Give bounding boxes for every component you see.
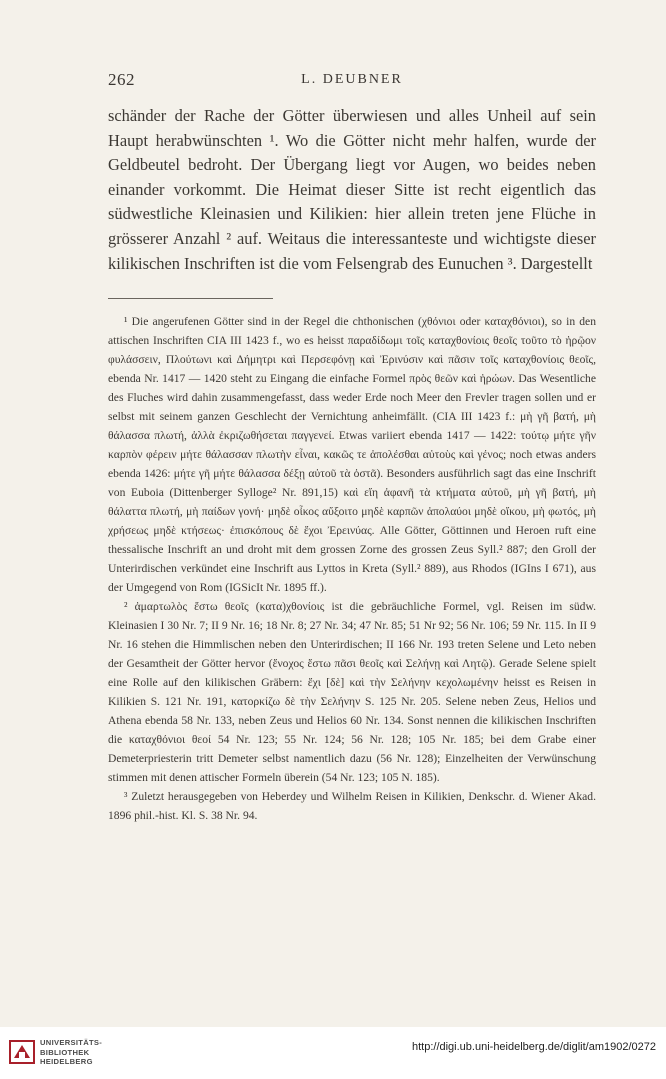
heidelberg-seal-icon (8, 1038, 36, 1066)
logo-text (40, 1038, 102, 1067)
footnote-3: ³ Zuletzt herausgegeben von Heberdey und Wilhelm Reisen in Kilikien, Denkschr. d. Wiener Akad. 1896 phil.-hist. Kl. S. 38 Nr. 94. (108, 790, 596, 822)
running-title: L. DEUBNER (301, 72, 403, 87)
body-paragraph: schänder der Rache der Götter überwiesen und alles Unheil auf sein Haupt herabwünschten ¹. Wo die Götter nicht mehr halfen, wurde der Geldbeutel bedroht. Der Übergang liegt vor Augen, wo beides neben einander vorkommt. Die Heimat dieser Sitte ist recht eigentlich das südwestliche Kleinasien und Kilikien: hier allein treten jene Flüche in grösserer Anzahl ² auf. Weitaus die interessanteste und wichtigste dieser kilikischen Inschriften ist die vom Felsengrab des Eunuchen ³. Dargestellt (108, 106, 596, 273)
main-text (108, 104, 596, 276)
footnotes (108, 312, 596, 825)
library-logo[interactable] (8, 1036, 128, 1070)
logo-line-3: HEIDELBERG (40, 1057, 93, 1066)
logo-line-2: BIBLIOTHEK (40, 1047, 90, 1057)
footnote-1: ¹ Die angerufenen Götter sind in der Regel die chthonischen (χθόνιοι oder καταχθόνιοι), so in den attischen Inschriften CIA III 1423 f., wo es heisst παραδίδωμι τοῖς καταχθονίοις θεοῖς τοῦτο τὸ ἡρῷον φυλάσσειν, Πλούτωνι καὶ Δήμητρι καὶ Περσεφόνῃ καὶ Ἐρινύσιν καὶ πᾶσιν τοῖς καταχθονίοις θεοῖς, ebenda Nr. 1417 — 1420 steht zu Eingang die einfache Formel πρὸς θεῶν καὶ ἡρώων. Das Wesentliche des Fluches wird dahin zusammengefasst, dass weder Erde noch Meer den Frevler tragen sollen und er selbst mit seinem ganzen Geschlecht der Vernichtung anheimfällt. (CIA III 1423 f.: μὴ γῆ βατή, μὴ θάλασσα πλωτή, ἀλλὰ ἐκριζωθήσεται παγγενεί. Etwas variiert ebenda 1417 — 1422: τούτῳ μήτε γῆν καρπὸν φέρειν μήτε θάλασσαν πλωτὴν εἶναι, κακῶς τε ἀπολέσθαι αὐτοὺς καὶ γένος; noch etwas anders ebenda 1426: μήτε γῆ μήτε θάλασσα δέξῃ αὐτοῦ τὰ ὀστᾶ). Besonders ausführlich sagt das eine Inschrift von Euboia (Dittenberger Sylloge² Nr. 891,15) καὶ εἴη ἀφανῆ τὰ κτήματα αὐτοῦ, μὴ γῆ βατή, μὴ θάλαττα πλωτή, μὴ παίδων γονή· μηδὲ οἶκος αὔξοιτο μηδὲ καρπῶν ἀπολαύοι μηδὲ οἴκου, μὴ φωτός, μὴ χρήσεως μηδὲ κτήσεως· ἐπισκόπους δὲ ἔχοι Ἐρεινύας. Alle Götter, Göttinnen und Heroen ruft eine thessalische Inschrift an und droht mit dem grossen Zorne des grossen Zeus Syll.² 887; den Groll der Unterirdischen verkündet eine Inschrift aus Lyttos in Kreta (Syll.² 889), aus Rhodos (IGIns I 671), aus der Umgegend von Rom (IGSicIt Nr. 1895 ff.). (108, 315, 596, 594)
footnote-2: ² ἁμαρτωλὸς ἔστω θεοῖς (κατα)χθονίοις ist die gebräuchliche Formel, vgl. Reisen im südw. Kleinasien I 30 Nr. 7; II 9 Nr. 16; 18 Nr. 8; 27 Nr. 34; 47 Nr. 85; 51 Nr 92; 56 Nr. 106; 59 Nr. 115. In II 9 Nr. 16 stehen die Himmlischen neben den Unterirdischen; II 166 Nr. 193 treten Selene und Leto neben der Gesamtheit der Götter hervor (ἔνοχος ἔστω πᾶσι θεοῖς καὶ Σελήνῃ καὶ Λητῷ). Gerade Selene spielt eine Rolle auf den kilikischen Gräbern: ἔχι [δὲ] καὶ τὴν Σελήνην κεχολωμένην heisst es Reisen in Kilikien S. 121 Nr. 191, κατορκίζω δὲ τὴν Σελήνην S. 125 Nr. 205. Selene neben Zeus, Helios und Athena ebenda 58 Nr. 133, neben Zeus und Helios 60 Nr. 134. Sonst nennen die kilikischen Inschriften die καταχθόνιοι θεοί 54 Nr. 123; 55 Nr. 124; 56 Nr. 128; 105 Nr. 185; bei dem Grabe einer Demeterpriesterin tritt Demeter selbst namentlich dazu (56 Nr. 128); Einzelheiten der Verwünschung stimmen mit denen attischer Formeln überein (54 Nr. 123; 105 N. 185). (108, 600, 596, 784)
footnote-separator (108, 298, 273, 299)
page-header (108, 70, 596, 94)
source-url-link[interactable]: http://digi.ub.uni-heidelberg.de/diglit/am1902/0272 (411, 1041, 656, 1053)
page-number: 262 (108, 70, 135, 89)
logo-line-1: UNIVERSITÄTS- (40, 1038, 103, 1047)
